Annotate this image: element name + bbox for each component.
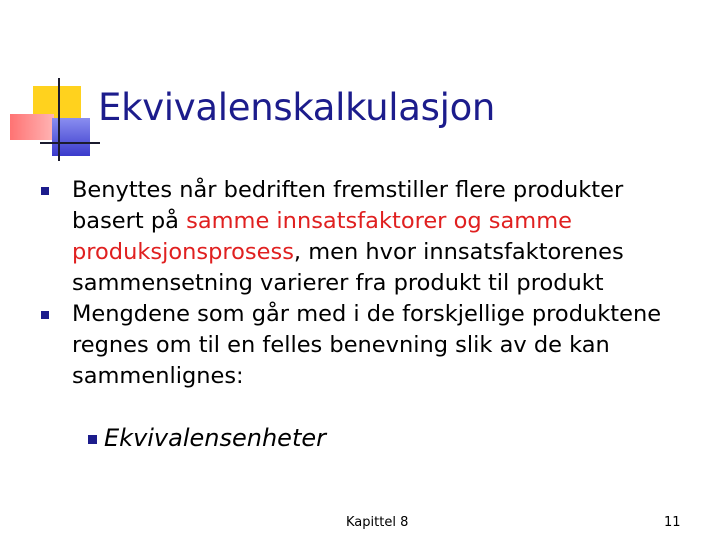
page-number: 11 xyxy=(664,515,681,530)
bullet-text-post: , men hvor innsatsfaktorenes sammensetning varierer fra produkt til produkt xyxy=(72,239,624,296)
slide-title: Ekvivalenskalkulasjon xyxy=(98,86,496,129)
footer-text: Kapittel 8 xyxy=(346,515,409,530)
square-bullet-icon xyxy=(41,187,49,195)
slide-logo-decoration xyxy=(0,0,110,170)
bullet-text-pre: Benyttes når bedriften fremstiller flere produkter basert på xyxy=(72,177,624,234)
bullet-text-highlight: samme innsatsfaktorer og samme produksjonsprosess xyxy=(72,208,572,265)
square-bullet-icon xyxy=(88,435,97,444)
bullet-list xyxy=(40,175,700,392)
sub-bullet-item xyxy=(104,424,326,452)
logo-red-square xyxy=(10,114,54,140)
bullet-item xyxy=(40,175,700,299)
square-bullet-icon xyxy=(41,311,49,319)
bullet-item xyxy=(40,299,700,392)
logo-horizontal-line xyxy=(40,142,100,144)
bullet-text: Mengdene som går med i de forskjellige produktene regnes om til en felles benevning slik av de kan sammenlignes: xyxy=(72,301,662,389)
sub-bullet-text: Ekvivalensenheter xyxy=(104,424,326,452)
logo-vertical-line xyxy=(58,78,60,161)
